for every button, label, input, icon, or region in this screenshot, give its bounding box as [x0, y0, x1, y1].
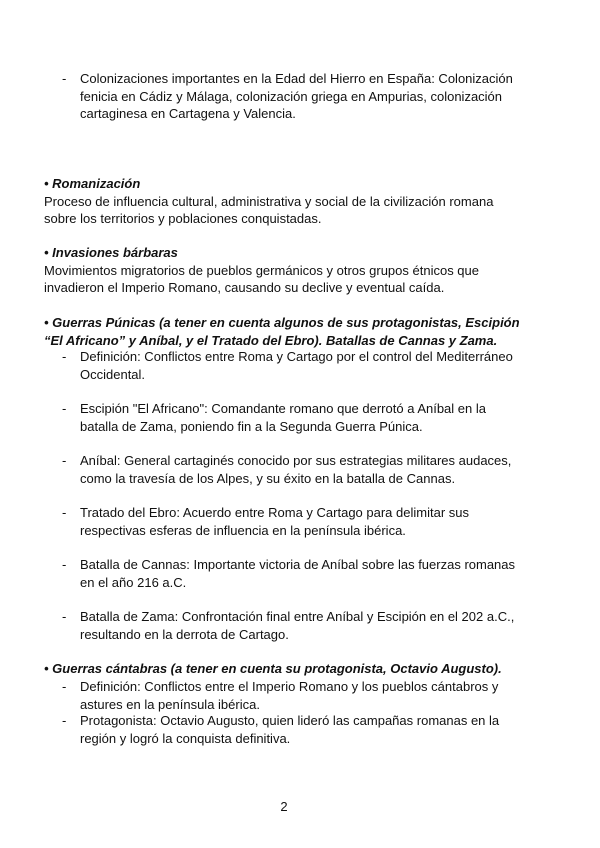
text-line: Definición: Conflictos entre Roma y Cartago por el control del Mediterráneo [80, 349, 513, 364]
text-line: fenicia en Cádiz y Málaga, colonización griega en Ampurias, colonización [80, 88, 503, 104]
text-line: Movimientos migratorios de pueblos germánicos y otros grupos étnicos que [44, 262, 479, 278]
list-item-text [80, 348, 530, 383]
section-romanizacion [44, 175, 564, 228]
text-line: Escipión "El Africano": Comandante romano que derrotó a Aníbal en la [80, 401, 486, 416]
list-item-text [80, 400, 530, 435]
list-item-text [80, 556, 530, 591]
text-line: sobre los territorios y poblaciones conquistadas. [44, 211, 322, 226]
list-dash: - [62, 679, 67, 694]
text-line: Batalla de Zama: Confrontación final entre Aníbal y Escipión en el 202 a.C., [80, 609, 515, 624]
list-dash: - [62, 505, 67, 520]
list-item-text [80, 608, 530, 643]
section-heading: • Invasiones bárbaras [44, 245, 178, 260]
list-item-text [80, 70, 530, 123]
text-line: invadieron el Imperio Romano, causando su declive y eventual caída. [44, 280, 445, 295]
list-dash: - [62, 453, 67, 468]
text-line: Aníbal: General cartaginés conocido por sus estrategias militares audaces, [80, 453, 512, 468]
section-guerras-punicas [44, 314, 564, 349]
list-dash: - [62, 609, 67, 624]
list-item-text [80, 452, 530, 487]
section-heading: “El Africano” y Aníbal, y el Tratado del Ebro). Batallas de Cannas y Zama. [44, 332, 498, 348]
text-line: Occidental. [80, 366, 146, 382]
list-dash: - [62, 557, 67, 572]
text-line: Proceso de influencia cultural, administrativa y social de la civilización romana [44, 193, 494, 209]
page-number: 2 [280, 799, 288, 814]
list-dash: - [62, 349, 67, 364]
section-heading: • Guerras cántabras (a tener en cuenta su protagonista, Octavio Augusto). [44, 661, 502, 676]
section-heading: • Guerras Púnicas (a tener en cuenta algunos de sus protagonistas, Escipión [44, 315, 520, 330]
list-item-text [80, 504, 530, 539]
text-line: en el año 216 a.C. [80, 574, 187, 590]
list-dash: - [62, 71, 67, 86]
list-dash: - [62, 713, 67, 728]
list-dash: - [62, 401, 67, 416]
text-line: Protagonista: Octavio Augusto, quien lideró las campañas romanas en la [80, 713, 500, 728]
text-line: Colonizaciones importantes en la Edad del Hierro en España: Colonización [80, 71, 513, 86]
text-line: como la travesía de los Alpes, y su éxito en la batalla de Cannas. [80, 470, 456, 486]
section-invasiones [44, 244, 564, 297]
text-line: región y logró la conquista definitiva. [80, 730, 291, 746]
list-item-text [80, 678, 530, 713]
list-item-text [80, 712, 530, 747]
section-heading: • Romanización [44, 176, 141, 191]
text-line: Tratado del Ebro: Acuerdo entre Roma y Cartago para delimitar sus [80, 505, 469, 520]
text-line: Batalla de Cannas: Importante victoria de Aníbal sobre las fuerzas romanas [80, 557, 516, 572]
text-line: resultando en la derrota de Cartago. [80, 626, 289, 642]
section-guerras-cantabras [44, 660, 564, 678]
text-line: Definición: Conflictos entre el Imperio Romano y los pueblos cántabros y [80, 679, 499, 694]
text-line: respectivas esferas de influencia en la península ibérica. [80, 522, 406, 538]
text-line: cartaginesa en Cartagena y Valencia. [80, 106, 296, 121]
text-line: batalla de Zama, poniendo fin a la Segunda Guerra Púnica. [80, 418, 423, 434]
text-line: astures en la península ibérica. [80, 696, 260, 712]
